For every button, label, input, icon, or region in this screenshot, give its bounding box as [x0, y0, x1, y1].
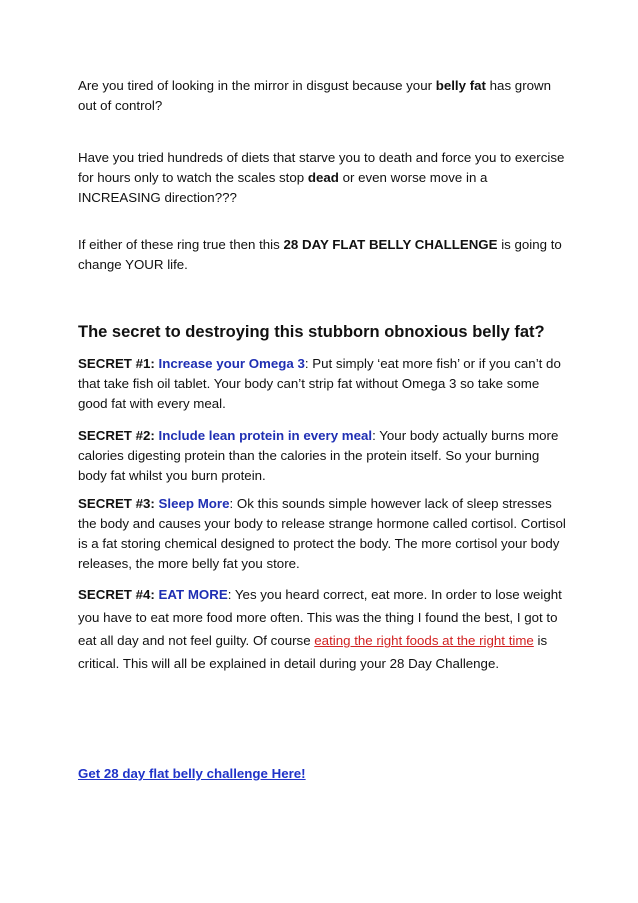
- secret-1-text: : Put simply ‘eat more fish’ or if you can’t do that take fish oil tablet. Your body can’t strip fat without Omega 3 so take some good fat with every meal.: [78, 356, 561, 411]
- intro-3-text-b: is going to change YOUR life.: [78, 237, 562, 272]
- right-foods-link[interactable]: eating the right foods at the right time: [314, 633, 534, 648]
- intro-paragraph-1: [78, 76, 568, 116]
- secret-1-paragraph: [78, 354, 568, 414]
- secret-3-paragraph: [78, 494, 568, 574]
- intro-1-text-a: Are you tired of looking in the mirror in disgust because your: [78, 78, 436, 93]
- secret-3-text: : Ok this sounds simple however lack of sleep stresses the body and causes your body to release strange hormone called cortisol. Cortisol is a fat storing chemical designed to protect the body. The more cortisol your body releases, the more belly fat you store.: [78, 496, 566, 571]
- secret-3-label: SECRET #3:: [78, 496, 159, 511]
- secret-2-paragraph: [78, 426, 568, 486]
- secret-1-keyword: Increase your Omega 3: [158, 356, 305, 371]
- secret-4-keyword: EAT MORE: [158, 587, 228, 602]
- secret-4-text-2: is critical. This will all be explained in detail during your 28 Day Challenge.: [78, 633, 548, 671]
- secret-4-text: : Yes you heard correct, eat more. In order to lose weight you have to eat more food more often. This was the thing I found the best, I got to eat all day and not feel guilty. Of course: [78, 587, 562, 648]
- secret-2-text: : Your body actually burns more calories digesting protein than the calories in the protein itself. So your burning body fat whilst you burn protein.: [78, 428, 559, 483]
- intro-paragraph-3: [78, 235, 568, 275]
- secret-3-keyword: Sleep More: [158, 496, 230, 511]
- intro-paragraph-2: [78, 148, 568, 208]
- get-challenge-link[interactable]: Get 28 day flat belly challenge Here!: [78, 766, 306, 781]
- intro-3-text-a: If either of these ring true then this: [78, 237, 284, 252]
- intro-2-text-b: or even worse move in a INCREASING direction???: [78, 170, 488, 205]
- secret-4-label: SECRET #4:: [78, 587, 159, 602]
- intro-1-text-b: has grown out of control?: [78, 78, 552, 113]
- intro-3-bold: 28 DAY FLAT BELLY CHALLENGE: [283, 237, 498, 252]
- secret-2-label: SECRET #2:: [78, 428, 159, 443]
- intro-1-bold: belly fat: [435, 78, 486, 93]
- secret-2-keyword: Include lean protein in every meal: [158, 428, 373, 443]
- secret-4-paragraph: [78, 583, 568, 675]
- intro-2-bold: dead: [307, 170, 339, 185]
- secret-1-label: SECRET #1:: [78, 356, 159, 371]
- intro-2-text-a: Have you tried hundreds of diets that starve you to death and force you to exercise for hours only to watch the scales stop: [78, 150, 565, 185]
- section-heading: The secret to destroying this stubborn obnoxious belly fat?: [78, 323, 545, 341]
